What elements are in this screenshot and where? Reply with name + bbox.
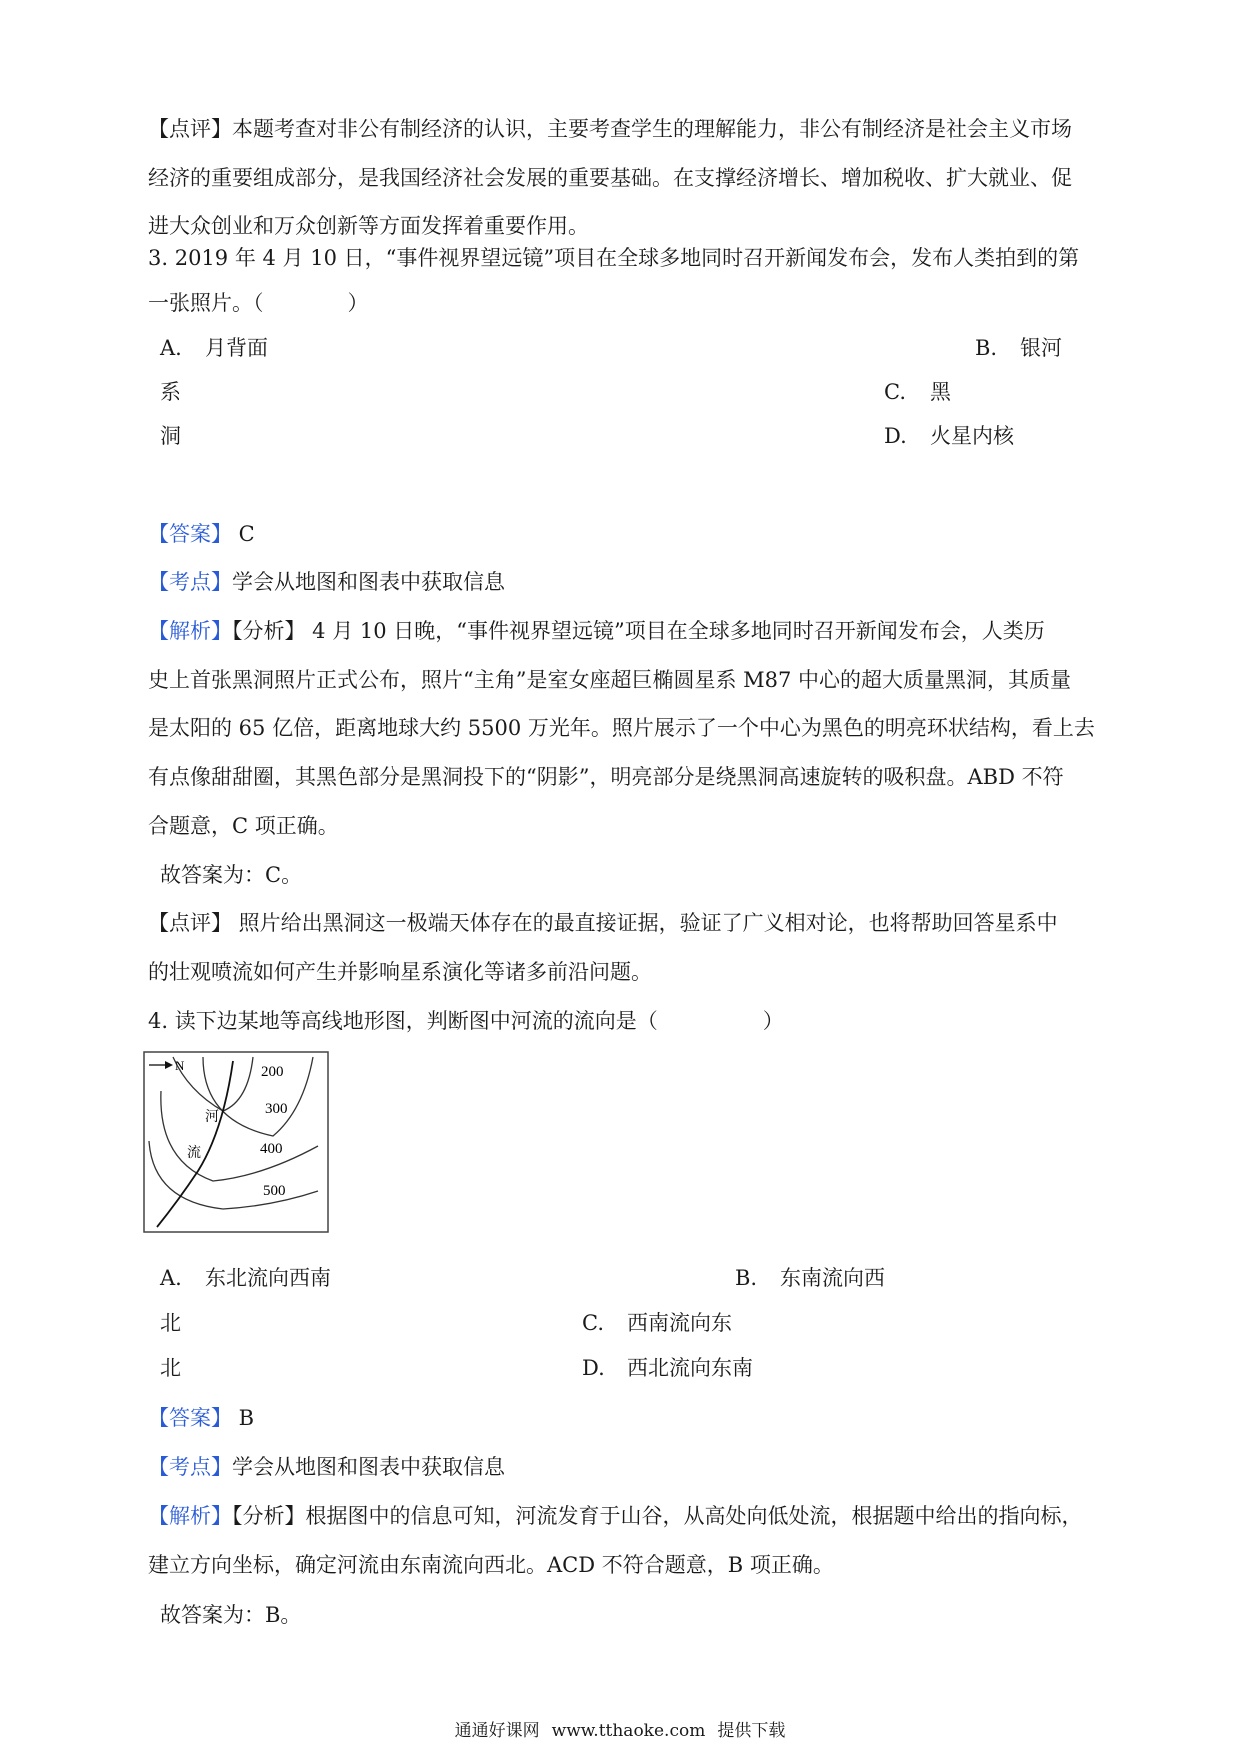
contour-label-200: 200 (261, 1064, 284, 1080)
final-answer: 故答案为：B。 (160, 1603, 302, 1627)
option-c-text: 西南流向东 (627, 1311, 732, 1335)
analysis-line (148, 617, 1045, 645)
footer-note: 提供下载 (717, 1721, 786, 1741)
option-b-text-wrap: 系 (160, 380, 181, 404)
answer-tag: 【答案】 (148, 522, 232, 546)
final-answer: 故答案为：C。 (160, 863, 303, 887)
analysis-tag: 【解析】 (148, 1504, 232, 1528)
analysis-text: 有点像甜甜圈，其黑色部分是黑洞投下的“阴影”，明亮部分是绕黑洞高速旋转的吸积盘。ABD 不符 (148, 765, 1064, 789)
question-4-stem: 4. 读下边某地等高线地形图，判断图中河流的流向是（ ） (148, 1009, 784, 1033)
analysis-line (148, 1502, 1083, 1530)
answer-text: B (232, 1406, 255, 1430)
page-footer (0, 1720, 1240, 1742)
topic-line (148, 568, 505, 596)
question-3-stem: 3. 2019 年 4 月 10 日，“事件视界望远镜”项目在全球多地同时召开新闻发布会，发布人类拍到的第 (148, 246, 1080, 270)
option-a-label: A. (160, 1266, 182, 1290)
review-text: 的壮观喷流如何产生并影响星系演化等诸多前沿问题。 (148, 960, 652, 984)
comment-line (148, 115, 1072, 143)
river-label-1: 河 (205, 1110, 219, 1125)
topic-text: 学会从地图和图表中获取信息 (232, 1455, 505, 1479)
review-tag: 【点评】 (148, 911, 232, 935)
option-b-label: B. (735, 1266, 758, 1290)
option-d-label: D. (582, 1356, 605, 1380)
option-d-label: D. (884, 424, 907, 448)
comment-text: 进大众创业和万众创新等方面发挥着重要作用。 (148, 214, 589, 238)
topic-tag: 【考点】 (148, 570, 232, 594)
contour-map (143, 1051, 329, 1233)
answer-line (148, 520, 255, 548)
analysis-text: 是太阳的 65 亿倍，距离地球大约 5500 万光年。照片展示了一个中心为黑色的明亮环状结构，看上去 (148, 716, 1095, 740)
analysis-text: 【分析】根据图中的信息可知，河流发育于山谷，从高处向低处流，根据题中给出的指向标， (232, 1504, 1083, 1528)
option-b-text-wrap: 北 (160, 1311, 181, 1335)
comment-text: 本题考查对非公有制经济的认识，主要考查学生的理解能力，非公有制经济是社会主义市场 (232, 117, 1072, 141)
topic-line (148, 1453, 505, 1481)
river-label-2: 流 (187, 1146, 201, 1161)
review-line (148, 909, 1058, 937)
analysis-text: 合题意，C 项正确。 (148, 814, 339, 838)
comment-text: 经济的重要组成部分，是我国经济社会发展的重要基础。在支撑经济增长、增加税收、扩大就业、促 (148, 166, 1072, 190)
analysis-text: 史上首张黑洞照片正式公布，照片“主角”是室女座超巨椭圆星系 M87 中心的超大质量黑洞，其质量 (148, 668, 1072, 692)
answer-text: C (232, 522, 255, 546)
question-3-stem: 一张照片。（ ） (148, 291, 369, 315)
footer-url[interactable]: www.tthaoke.com (551, 1721, 706, 1741)
option-c-text-wrap: 北 (160, 1356, 181, 1380)
comment-tag: 【点评】 (148, 117, 232, 141)
option-c-label: C. (884, 380, 906, 404)
contour-label-300: 300 (265, 1101, 288, 1117)
option-c-text: 黑 (930, 380, 951, 404)
option-b-text: 银河 (1020, 336, 1062, 360)
north-label: N (175, 1058, 185, 1073)
option-b-text: 东南流向西 (780, 1266, 885, 1290)
contour-label-500: 500 (263, 1183, 286, 1199)
option-c-text-wrap: 洞 (160, 424, 181, 448)
option-a-text: 东北流向西南 (205, 1266, 331, 1290)
answer-tag: 【答案】 (148, 1406, 232, 1430)
option-b-label: B. (975, 336, 998, 360)
topic-text: 学会从地图和图表中获取信息 (232, 570, 505, 594)
analysis-text: 【分析】 4 月 10 日晚，“事件视界望远镜”项目在全球多地同时召开新闻发布会，人类历 (232, 619, 1045, 643)
review-text: 照片给出黑洞这一极端天体存在的最直接证据，验证了广义相对论，也将帮助回答星系中 (232, 911, 1058, 935)
map-frame (144, 1052, 328, 1232)
option-a-label: A. (160, 336, 182, 360)
answer-line (148, 1404, 254, 1432)
option-a-text: 月背面 (205, 336, 268, 360)
option-d-text: 火星内核 (930, 424, 1014, 448)
footer-site: 通通好课网 (454, 1721, 540, 1741)
contour-label-400: 400 (260, 1141, 283, 1157)
topic-tag: 【考点】 (148, 1455, 232, 1479)
analysis-text: 建立方向坐标，确定河流由东南流向西北。ACD 不符合题意，B 项正确。 (148, 1553, 834, 1577)
analysis-tag: 【解析】 (148, 619, 232, 643)
option-c-label: C. (582, 1311, 604, 1335)
option-d-text: 西北流向东南 (627, 1356, 753, 1380)
